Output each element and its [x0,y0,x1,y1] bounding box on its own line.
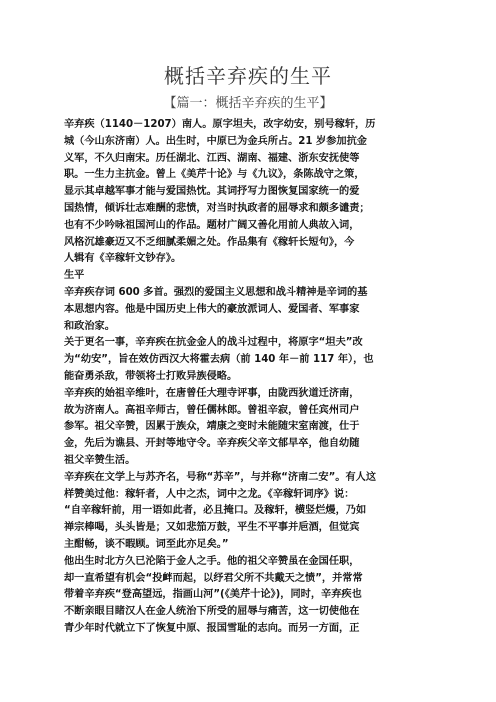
text-line: 能奋勇杀敌，带领将士打败异族侵略。 [64,370,238,382]
text-line: 禅宗棒喝，头头皆是；又如悲笳万鼓，平生不平事并巵酒，但觉宾 [64,522,360,534]
text-line: 关于更名一事，辛弃疾在抗金金人的战斗过程中，将原字“坦夫”改 [64,337,363,349]
text-line: 城（今山东济南）人。出生时，中原已为金兵所占。21 岁参加抗金 [64,135,367,147]
document-body [64,117,436,638]
text-line: 带着辛弃疾“登高望远，指画山河”(《美芹十论》)，同时，辛弃疾也 [64,589,362,601]
text-line: 生平 [64,270,85,282]
text-line: 和政治家。 [64,320,115,332]
text-line: 参军。祖父辛赞，因累于族众，靖康之变时未能随宋室南渡，仕于 [64,421,360,433]
text-line: 为“幼安”，旨在效仿西汉大将霍去病（前 140 年－前 117 年），也 [64,354,374,366]
text-line: 职。一生力主抗金。曾上《美芹十论》与《九议》，条陈战守之策， [64,169,365,181]
text-line: 风格沉雄豪迈又不乏细腻柔媚之处。作品集有《稼轩长短句》，今 [64,236,355,248]
text-line: 却一直希望有机会“投衅而起，以纾君父所不共戴天之愤”，并常常 [64,572,363,584]
text-line: 显示其卓越军事才能与爱国热忱。其词抒写力图恢复国家统一的爱 [64,186,360,198]
text-line: 不断亲眼目睹汉人在金人统治下所受的屈辱与痛苦，这一切使他在 [64,606,360,618]
text-line: 金，先后为谯县、开封等地守令。辛弃疾父辛文郁早卒，他自幼随 [64,438,360,450]
text-line: 辛弃疾在文学上与苏齐名，号称“苏辛”，与并称“济南二安”。有人这 [64,471,377,483]
text-line: 人辑有《辛稼轩文钞存》。 [64,253,182,265]
page-title: 概括辛弃疾的生平 [164,64,332,88]
text-line: 青少年时代就立下了恢复中原、报国雪耻的志向。而另一方面，正 [64,622,360,634]
text-line: 祖父辛赞生活。 [64,454,136,466]
text-line: 国热情，倾诉壮志难酬的悲愤，对当时执政者的屈辱求和颇多谴责； [64,202,370,214]
text-line: 主酣畅，谈不暇顾。词至此亦足矣。” [64,538,229,550]
text-line: 义军，不久归南宋。历任湖北、江西、湖南、福建、浙东安抚使等 [64,152,360,164]
text-line: 辛弃疾的始祖辛维叶，在唐曾任大理寺评事，由陇西狄道迁济南， [64,387,360,399]
text-line: 本思想内容。他是中国历史上伟大的豪放派词人、爱国者、军事家 [64,303,360,315]
text-line: 他出生时北方久已沦陷于金人之手。他的祖父辛赞虽在金国任职， [64,555,360,567]
text-line: 辛弃疾存词 600 多首。强烈的爱国主义思想和战斗精神是辛词的基 [64,286,368,298]
text-line: 故为济南人。高祖辛师古，曾任儒林郎。曾祖辛寂，曾任宾州司户 [64,404,360,416]
text-line: 也有不少吟咏祖国河山的作品。题材广阔又善化用前人典故入词， [64,219,360,231]
text-line: 样赞美过他：稼轩者，人中之杰，词中之龙。《辛稼轩词序》说： [64,488,355,500]
section-heading: 【篇一：概括辛弃疾的生平】 [163,96,333,111]
text-line: “自辛稼轩前，用一语如此者，必且掩口。及稼轩，横竖烂熳，乃如 [64,505,367,517]
text-line: 辛弃疾（1140－1207）南人。原字坦夫，改字幼安，别号稼轩，历 [64,119,376,130]
